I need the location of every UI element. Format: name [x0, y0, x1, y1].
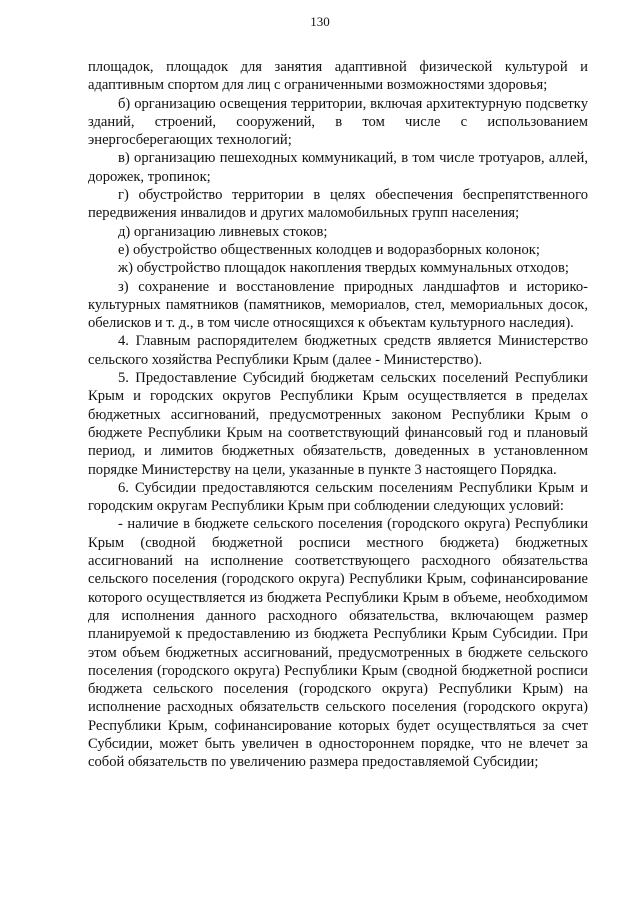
paragraph-continuation: площадок, площадок для занятия адаптивной физической культурой и адаптивным спортом для лиц с ограниченными возможностями здоровья;	[88, 59, 588, 94]
clause-4: 4. Главным распорядителем бюджетных средств является Министерство сельского хозяйства Республики Крым (далее - Министерство).	[88, 333, 588, 368]
document-body	[88, 58, 588, 772]
list-item-d: д) организацию ливневых стоков;	[118, 223, 328, 240]
page-number: 130	[310, 14, 330, 29]
clause-5: 5. Предоставление Субсидий бюджетам сельских поселений Республики Крым и городских округов Республики Крым осуществляется в пределах бюджетных ассигнований, предусмотренных законом Республики Крым о бюджете Республики Крым на соответствующий финансовый год и плановый период, и лимитов бюджетных обязательств, доведенных в установленном порядке Министерству на цели, указанные в пункте 3 настоящего Порядка.	[88, 370, 588, 478]
clause-6-condition: - наличие в бюджете сельского поселения (городского округа) Республики Крым (сводной бюджетной росписи местного бюджета) бюджетных ассигнований на исполнение соответствующего расходного обязательства сельского поселения (городского округа) Республики Крым, софинансирование которого осуществляется из бюджета Республики Крым в объеме, необходимом для исполнения данного расходного обязательства, включающем размер планируемой к предоставлению из бюджета Республики Крым Субсидии. При этом объем бюджетных ассигнований, предусмотренных в бюджете сельского поселения (городского округа) Республики Крым (сводной бюджетной росписи бюджета сельского поселения (городского округа) Республики Крым) на исполнение расходных обязательств сельского поселения (городского округа) Республики Крым, софинансирование которых будет осуществляться за счет Субсидии, может быть увеличен в одностороннем порядке, что не влечет за собой обязательств по увеличению размера предоставляемой Субсидии;	[88, 516, 588, 771]
list-item-g: г) обустройство территории в целях обеспечения беспрепятственного передвижения инвалидов и других маломобильных групп населения;	[88, 187, 588, 222]
list-item-v: в) организацию пешеходных коммуникаций, в том числе тротуаров, аллей, дорожек, тропинок;	[88, 150, 588, 185]
list-item-z: з) сохранение и восстановление природных ландшафтов и историко-культурных памятников (памятников, мемориалов, стел, мемориальных досок, обелисков и т. д., в том числе относящихся к объектам культурного наследия).	[88, 278, 588, 332]
list-item-e: е) обустройство общественных колодцев и водоразборных колонок;	[118, 241, 540, 258]
clause-6: 6. Субсидии предоставляются сельским поселениям Республики Крым и городским округам Республики Крым при соблюдении следующих условий:	[88, 479, 588, 515]
list-item-zh: ж) обустройство площадок накопления твердых коммунальных отходов;	[118, 260, 569, 277]
list-item-b: б) организацию освещения территории, включая архитектурную подсветку зданий, строений, сооружений, в том числе с использованием энергосберегающих технологий;	[88, 95, 588, 149]
